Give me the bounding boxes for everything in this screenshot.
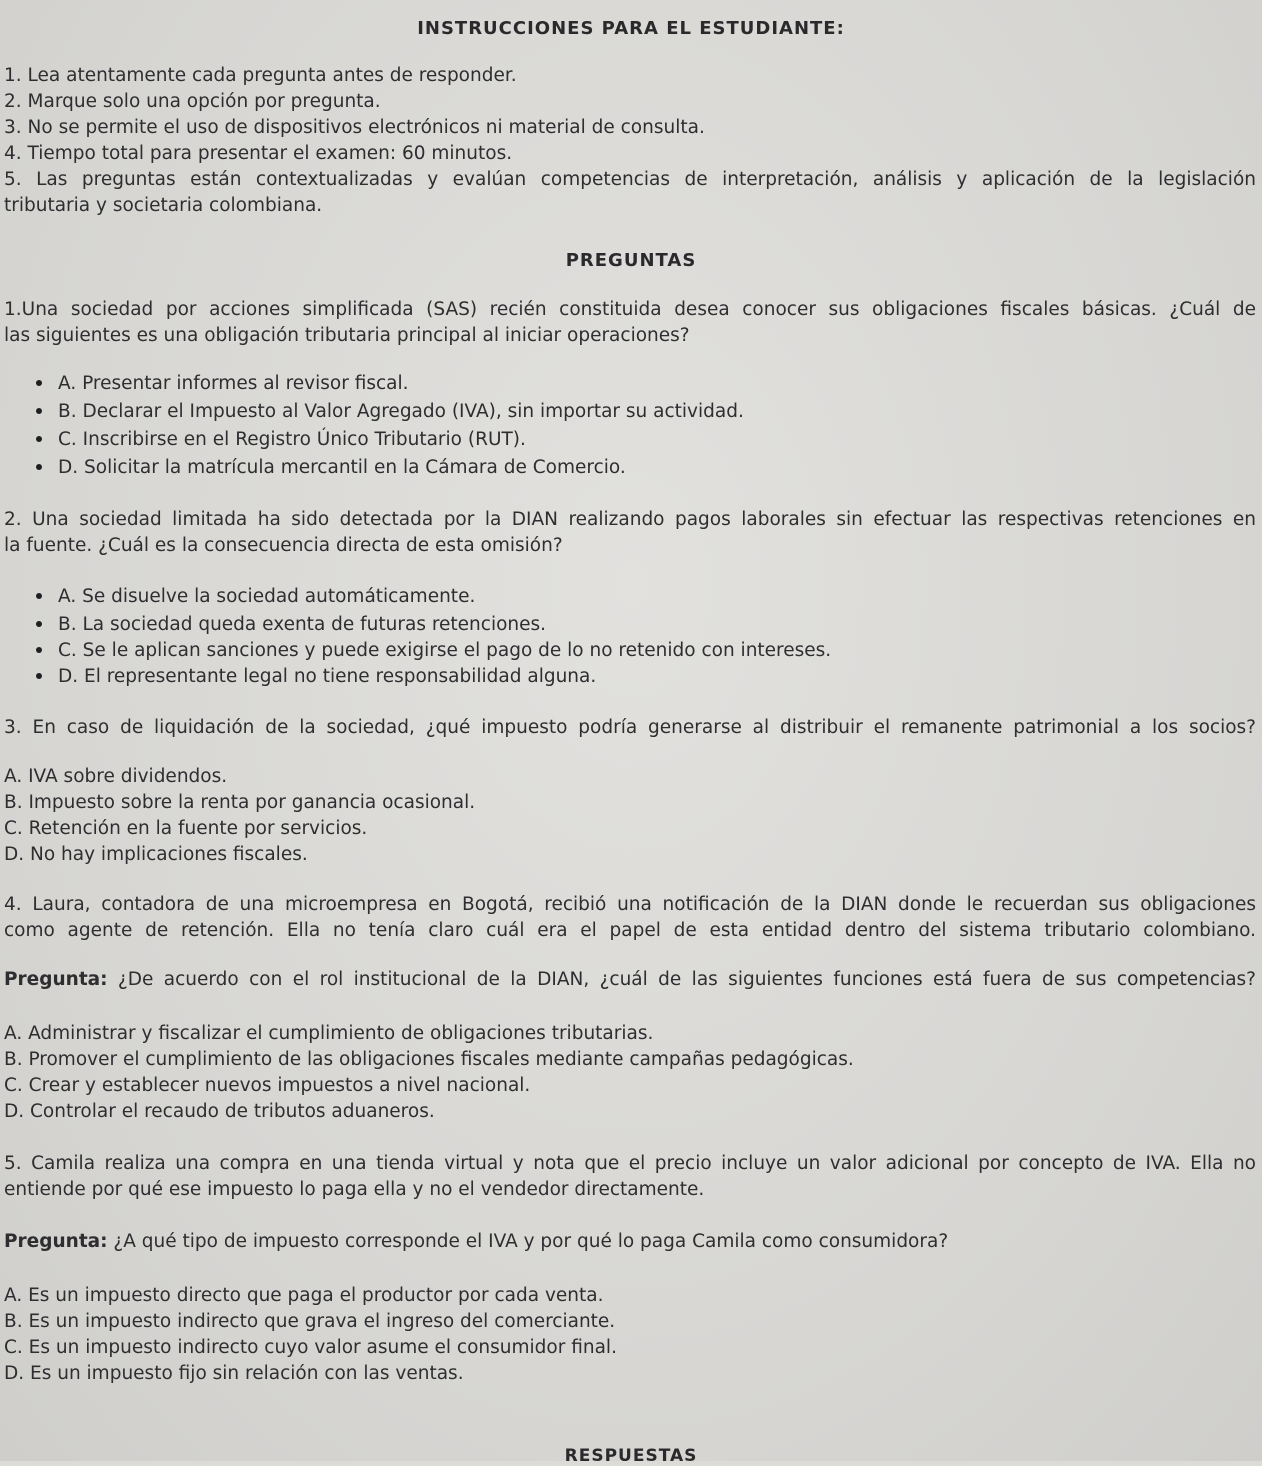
instruction-5: 5. Las preguntas están contextualizadas y evalúan competencias de interpretación, análisis y aplicación de la legislación	[4, 169, 1256, 190]
q4-pregunta-text: ¿De acuerdo con el rol institucional de la DIAN, ¿cuál de las siguientes funciones está fuera de sus competencias?	[107, 969, 1256, 990]
q2-option-b[interactable]: B. La sociedad queda exenta de futuras retenciones.	[58, 614, 547, 635]
q4-prompt	[4, 968, 1256, 992]
q3-option-b[interactable]: B. Impuesto sobre la renta por ganancia ocasional.	[4, 792, 476, 813]
q2-option-a[interactable]: A. Se disuelve la sociedad automáticamente.	[58, 586, 476, 607]
q5-pregunta-label: Pregunta:	[4, 1231, 108, 1252]
instruction-1: 1. Lea atentamente cada pregunta antes de responder.	[4, 65, 517, 86]
q5-pregunta-text: ¿A qué tipo de impuesto corresponde el IVA y por qué lo paga Camila como consumidora?	[107, 1231, 949, 1252]
bullet-icon	[36, 593, 42, 599]
instruction-3: 3. No se permite el uso de dispositivos electrónicos ni material de consulta.	[4, 117, 705, 138]
q5-option-d[interactable]: D. Es un impuesto fijo sin relación con las ventas.	[4, 1363, 464, 1384]
q5-option-c[interactable]: C. Es un impuesto indirecto cuyo valor asume el consumidor final.	[4, 1337, 617, 1358]
q2-text-line-2: la fuente. ¿Cuál es la consecuencia directa de esta omisión?	[4, 535, 563, 556]
q4-pregunta-label: Pregunta:	[4, 969, 108, 990]
bullet-icon	[36, 436, 42, 442]
q2-option-c[interactable]: C. Se le aplican sanciones y puede exigirse el pago de lo no retenido con intereses.	[58, 640, 832, 661]
instruction-5-cont: tributaria y societaria colombiana.	[4, 195, 323, 216]
instruction-2: 2. Marque solo una opción por pregunta.	[4, 91, 381, 112]
bullet-icon	[36, 621, 42, 627]
q2-text-line-1: 2. Una sociedad limitada ha sido detectada por la DIAN realizando pagos laborales sin efectuar las respectivas retenciones en	[4, 509, 1256, 530]
q4-option-b[interactable]: B. Promover el cumplimiento de las obligaciones fiscales mediante campañas pedagógicas.	[4, 1049, 854, 1070]
q1-option-a[interactable]: A. Presentar informes al revisor fiscal.	[58, 373, 409, 394]
q5-prompt	[4, 1230, 1256, 1254]
q4-text-line-2: como agente de retención. Ella no tenía claro cuál era el papel de esta entidad dentro del sistema tributario colombiano.	[4, 920, 1256, 941]
bullet-icon	[36, 408, 42, 414]
q4-text-line-1: 4. Laura, contadora de una microempresa en Bogotá, recibió una notificación de la DIAN donde le recuerdan sus obligaciones	[4, 894, 1256, 915]
preguntas-heading: PREGUNTAS	[565, 250, 697, 271]
bullet-icon	[36, 647, 42, 653]
q4-option-d[interactable]: D. Controlar el recaudo de tributos aduaneros.	[4, 1101, 435, 1122]
q3-option-a[interactable]: A. IVA sobre dividendos.	[4, 766, 228, 787]
q1-text-line-2: las siguientes es una obligación tributaria principal al iniciar operaciones?	[4, 325, 690, 346]
q5-option-b[interactable]: B. Es un impuesto indirecto que grava el ingreso del comerciante.	[4, 1311, 616, 1332]
q1-text-line-1: 1.Una sociedad por acciones simplificada (SAS) recién constituida desea conocer sus obligaciones fiscales básicas. ¿Cuál de	[4, 299, 1256, 320]
q5-text-line-2: entiende por qué ese impuesto lo paga ella y no el vendedor directamente.	[4, 1179, 705, 1200]
q1-option-c[interactable]: C. Inscribirse en el Registro Único Tributario (RUT).	[58, 429, 526, 450]
q5-text-line-1: 5. Camila realiza una compra en una tienda virtual y nota que el precio incluye un valor adicional por concepto de IVA. Ella no	[4, 1153, 1256, 1174]
q3-option-d[interactable]: D. No hay implicaciones fiscales.	[4, 844, 308, 865]
q2-option-d[interactable]: D. El representante legal no tiene responsabilidad alguna.	[58, 666, 597, 687]
q5-option-a[interactable]: A. Es un impuesto directo que paga el productor por cada venta.	[4, 1285, 604, 1306]
bullet-icon	[36, 380, 42, 386]
bullet-icon	[36, 673, 42, 679]
respuestas-heading: RESPUESTAS	[564, 1446, 698, 1466]
q3-text-line-1: 3. En caso de liquidación de la sociedad, ¿qué impuesto podría generarse al distribuir el remanente patrimonial a los socios?	[4, 717, 1256, 738]
q1-option-d[interactable]: D. Solicitar la matrícula mercantil en la Cámara de Comercio.	[58, 457, 626, 478]
instruction-4: 4. Tiempo total para presentar el examen: 60 minutos.	[4, 143, 513, 164]
q1-option-b[interactable]: B. Declarar el Impuesto al Valor Agregado (IVA), sin importar su actividad.	[58, 401, 744, 422]
instructions-title: INSTRUCCIONES PARA EL ESTUDIANTE:	[417, 18, 845, 39]
q4-option-a[interactable]: A. Administrar y fiscalizar el cumplimiento de obligaciones tributarias.	[4, 1023, 654, 1044]
q4-option-c[interactable]: C. Crear y establecer nuevos impuestos a nivel nacional.	[4, 1075, 531, 1096]
q3-option-c[interactable]: C. Retención en la fuente por servicios.	[4, 818, 368, 839]
bullet-icon	[36, 464, 42, 470]
